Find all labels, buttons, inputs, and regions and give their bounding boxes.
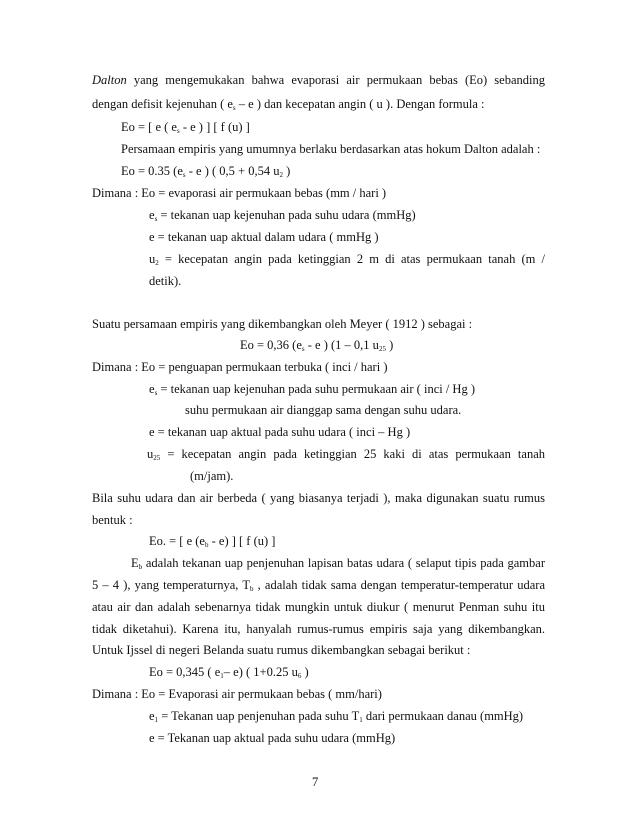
definition-line: detik). xyxy=(149,274,182,288)
paragraph-line: Persamaan empiris yang umumnya berlaku berdasarkan atas hokum Dalton adalah : xyxy=(121,142,541,156)
definition-line: $e_s$ = tekanan uap kejenuhan pada suhu permukaan air ( inci / Hg ) xyxy=(149,382,475,397)
paragraph-line: Bila suhu udara dan air berbeda ( yang biasanya terjadi ), maka digunakan suatu rumus xyxy=(92,491,545,505)
definition-line: Dimana : Eo = Evaporasi air permukaan bebas ( mm/hari) xyxy=(92,687,382,701)
definition-line: Dimana : Eo = penguapan permukaan terbuka ( inci / hari ) xyxy=(92,360,388,374)
paragraph-line: 5 – 4 ), yang temperaturnya, $T_b$ , adalah tidak sama dengan temperatur-temperatur udara xyxy=(92,578,545,593)
paragraph-line: Untuk Ijssel di negeri Belanda suatu rumus dikembangkan sebagai berikut : xyxy=(92,643,471,657)
definition-line: $e_s$ = tekanan uap kejenuhan pada suhu udara (mmHg) xyxy=(149,208,416,223)
definition-line: e = Tekanan uap aktual pada suhu udara (mmHg) xyxy=(149,731,396,745)
definition-line: $u_{25}$ = kecepatan angin pada ketinggian 25 kaki di atas permukaan tanah xyxy=(147,447,545,462)
page-number: 7 xyxy=(312,775,319,789)
definition-line: e = tekanan uap aktual pada suhu udara ( inci – Hg ) xyxy=(149,425,411,439)
definition-line: suhu permukaan air dianggap sama dengan suhu udara. xyxy=(185,403,462,417)
formula-line: Eo = 0.35 ($e_s$ - e ) ( 0,5 + 0,54 $u_2$ ) xyxy=(121,164,291,179)
definition-line: $e_1$ = Tekanan uap penjenuhan pada suhu $T_1$ dari permukaan danau (mmHg) xyxy=(149,709,524,724)
definition-line: Dimana : Eo = evaporasi air permukaan bebas (mm / hari ) xyxy=(92,186,387,200)
paragraph-line: atau air dan adalah sebenarnya tidak mungkin untuk diukur ( menurut Penman suhu itu xyxy=(92,600,545,614)
paragraph-line: Dalton yang mengemukakan bahwa evaporasi air permukaan bebas (Eo) sebanding xyxy=(92,73,545,87)
formula-line: Eo = 0,345 ( $e_1-$ e) ( 1+0.25 $u_6$ ) xyxy=(149,665,309,680)
definition-line: (m/jam). xyxy=(190,469,234,483)
definition-line: e = tekanan uap aktual dalam udara ( mmHg ) xyxy=(149,230,379,244)
definition-line: $u_2$ = kecepatan angin pada ketinggian 2 m di atas permukaan tanah (m / xyxy=(149,252,545,267)
paragraph-line: tidak diketahui). Karena itu, hanyalah rumus-rumus empiris saja yang dikembangkan. xyxy=(92,622,545,636)
formula-line: Eo = 0,36 ($e_s$ - e ) (1 – 0,1 $u_{25}$ ) xyxy=(240,338,394,353)
paragraph-line: dengan defisit kejenuhan ( $e_s$ – e ) dan kecepatan angin ( u ). Dengan formula : xyxy=(92,97,485,112)
formula-line: Eo = [ e ( $e_s$ - e ) ] [ f (u) ] xyxy=(121,120,250,135)
paragraph-line: $E_b$ adalah tekanan uap penjenuhan lapisan batas udara ( selaput tipis pada gambar xyxy=(131,556,545,571)
paragraph-line: Suatu persamaan empiris yang dikembangkan oleh Meyer ( 1912 ) sebagai : xyxy=(92,317,473,331)
formula-line: Eo. = [ e $(e_b - e)$ ] [ f (u) ] xyxy=(149,534,276,549)
paragraph-line: bentuk : xyxy=(92,513,133,527)
author-name: Dalton xyxy=(92,73,127,87)
